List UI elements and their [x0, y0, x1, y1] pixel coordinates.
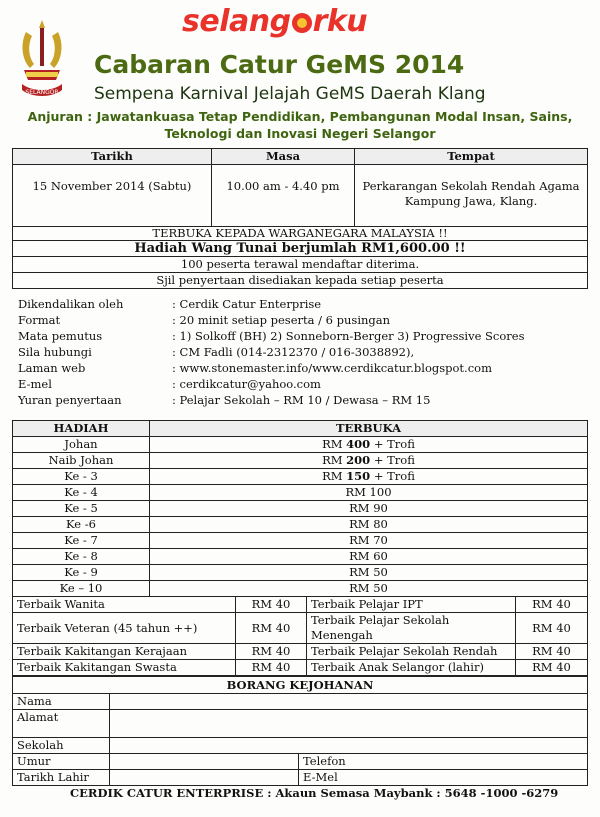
special-prize-left: Terbaik Wanita	[13, 597, 236, 613]
form-title: BORANG KEJOHANAN	[13, 677, 588, 694]
form-age-label: Umur	[13, 754, 110, 770]
prize-row	[13, 581, 588, 597]
detail-label: Sila hubungi	[18, 345, 92, 359]
prize-trophy: + Trofi	[370, 453, 415, 467]
organizer-line-2: Teknologi dan Inovasi Negeri Selangor	[164, 126, 436, 141]
prize-rm: RM	[322, 437, 347, 451]
special-prize-row	[13, 644, 588, 660]
prize-row	[13, 437, 588, 453]
page-subtitle: Sempena Karnival Jelajah GeMS Daerah Klang	[94, 84, 486, 104]
prize-place: Ke – 10	[13, 581, 150, 597]
registration-form	[12, 676, 588, 786]
prize-amount	[150, 453, 588, 469]
selangor-crest-icon	[16, 14, 68, 104]
detail-label: Dikendalikan oleh	[18, 297, 124, 311]
certificate-text: Sjil penyertaan disediakan kepada setiap peserta	[13, 273, 588, 289]
detail-label: Laman web	[18, 361, 86, 375]
organizer-text	[0, 108, 600, 142]
organizer-line-1: Anjuran : Jawatankuasa Tetap Pendidikan, Pembangunan Modal Insan, Sains,	[27, 109, 573, 124]
prize-row	[13, 453, 588, 469]
time-cell: 10.00 am - 4.40 pm	[212, 165, 355, 227]
prize-amount-bold: 200	[346, 453, 371, 467]
special-prize-right: Terbaik Pelajar IPT	[307, 597, 516, 613]
logo-o-icon	[292, 13, 312, 33]
detail-label: E-mel	[18, 377, 52, 391]
prize-place: Johan	[13, 437, 150, 453]
detail-value: : Cerdik Catur Enterprise	[172, 297, 322, 311]
prize-amount-bold: 400	[346, 437, 371, 451]
prize-amount	[150, 581, 588, 597]
form-email-label: E-Mel	[299, 770, 358, 786]
special-prize-left-amount: RM 40	[236, 597, 307, 613]
special-prize-right: Terbaik Pelajar Sekolah Menengah	[307, 613, 516, 644]
open-to-text: TERBUKA KEPADA WARGANEGARA MALAYSIA !!	[13, 227, 588, 241]
prize-amount	[150, 565, 588, 581]
prize-amount	[150, 485, 588, 501]
detail-label: Format	[18, 313, 61, 327]
place-cell	[355, 165, 588, 227]
prize-amount-bold: 150	[346, 469, 371, 483]
prize-row	[13, 469, 588, 485]
form-dob-field[interactable]	[110, 770, 299, 786]
form-address-label: Alamat	[13, 710, 110, 738]
bank-account-text: CERDIK CATUR ENTERPRISE : Akaun Semasa Maybank : 5648 -1000 -6279	[70, 786, 559, 800]
crest-caption: SELANGOR	[25, 89, 59, 96]
prize-row	[13, 501, 588, 517]
form-name-field[interactable]	[110, 694, 588, 710]
form-phone-field[interactable]	[357, 754, 588, 770]
prize-place: Ke - 5	[13, 501, 150, 517]
header-prize: HADIAH	[13, 421, 150, 437]
prize-amount	[150, 501, 588, 517]
prize-place: Ke - 3	[13, 469, 150, 485]
special-prize-left-amount: RM 40	[236, 644, 307, 660]
prize-rm: RM 70	[349, 533, 388, 547]
prize-rm: RM 50	[349, 565, 388, 579]
prize-row	[13, 533, 588, 549]
place-line-1: Perkarangan Sekolah Rendah Agama	[362, 179, 580, 193]
form-address-field[interactable]	[110, 710, 588, 738]
prize-place: Naib Johan	[13, 453, 150, 469]
detail-value: : 20 minit setiap peserta / 6 pusingan	[172, 313, 391, 327]
special-prize-left: Terbaik Kakitangan Swasta	[13, 660, 236, 676]
prize-rm: RM 100	[345, 485, 392, 499]
selangorku-logo: selang rku	[182, 4, 368, 39]
prize-row	[13, 517, 588, 533]
prize-amount	[150, 469, 588, 485]
form-phone-label: Telefon	[299, 754, 358, 770]
special-prize-left: Terbaik Veteran (45 tahun ++)	[13, 613, 236, 644]
special-prize-row	[13, 597, 588, 613]
form-school-label: Sekolah	[13, 738, 110, 754]
special-prize-left-amount: RM 40	[236, 660, 307, 676]
special-prize-left-amount: RM 40	[236, 613, 307, 644]
form-age-field[interactable]	[110, 754, 299, 770]
detail-label: Mata pemutus	[18, 329, 103, 343]
special-prize-right-amount: RM 40	[516, 613, 588, 644]
special-prize-left: Terbaik Kakitangan Kerajaan	[13, 644, 236, 660]
prize-amount	[150, 549, 588, 565]
prize-amount	[150, 533, 588, 549]
prize-place: Ke - 7	[13, 533, 150, 549]
detail-label: Yuran penyertaan	[18, 393, 122, 407]
prize-place: Ke - 4	[13, 485, 150, 501]
prize-table	[12, 420, 588, 597]
special-prize-row	[13, 613, 588, 644]
special-prize-right: Terbaik Pelajar Sekolah Rendah	[307, 644, 516, 660]
detail-value: : cerdikcatur@yahoo.com	[172, 377, 321, 391]
prize-rm: RM 60	[349, 549, 388, 563]
form-email-field[interactable]	[357, 770, 588, 786]
date-cell: 15 November 2014 (Sabtu)	[13, 165, 212, 227]
prize-rm: RM	[322, 469, 347, 483]
first-100-text: 100 peserta terawal mendaftar diterima.	[13, 257, 588, 273]
prize-row	[13, 485, 588, 501]
prize-place: Ke - 9	[13, 565, 150, 581]
cash-prize-text: Hadiah Wang Tunai berjumlah RM1,600.00 !!	[13, 241, 588, 257]
prize-place: Ke - 8	[13, 549, 150, 565]
prize-trophy: + Trofi	[370, 469, 415, 483]
form-dob-label: Tarikh Lahir	[13, 770, 110, 786]
prize-row	[13, 549, 588, 565]
special-prize-right-amount: RM 40	[516, 597, 588, 613]
special-prize-right: Terbaik Anak Selangor (lahir)	[307, 660, 516, 676]
prize-trophy: + Trofi	[370, 437, 415, 451]
header-time: Masa	[212, 149, 355, 165]
place-line-2: Kampung Jawa, Klang.	[404, 194, 538, 208]
detail-value: : CM Fadli (014-2312370 / 016-3038892),	[172, 345, 415, 359]
form-school-field[interactable]	[110, 738, 588, 754]
header-place: Tempat	[355, 149, 588, 165]
detail-value: : www.stonemaster.info/www.cerdikcatur.blogspot.com	[172, 361, 492, 375]
prize-rm: RM 50	[349, 581, 388, 595]
prize-amount	[150, 437, 588, 453]
page-title: Cabaran Catur GeMS 2014	[94, 50, 465, 79]
special-prize-row	[13, 660, 588, 676]
special-prize-table	[12, 596, 588, 676]
form-name-label: Nama	[13, 694, 110, 710]
prize-rm: RM 80	[349, 517, 388, 531]
prize-row	[13, 565, 588, 581]
special-prize-right-amount: RM 40	[516, 660, 588, 676]
detail-value: : Pelajar Sekolah – RM 10 / Dewasa – RM 15	[172, 393, 431, 407]
prize-place: Ke -6	[13, 517, 150, 533]
header-date: Tarikh	[13, 149, 212, 165]
prize-amount	[150, 517, 588, 533]
special-prize-right-amount: RM 40	[516, 644, 588, 660]
prize-rm: RM	[322, 453, 347, 467]
detail-value: : 1) Solkoff (BH) 2) Sonneborn-Berger 3) Progressive Scores	[172, 329, 525, 343]
header-open: TERBUKA	[150, 421, 588, 437]
prize-rm: RM 90	[349, 501, 388, 515]
schedule-table	[12, 148, 588, 289]
